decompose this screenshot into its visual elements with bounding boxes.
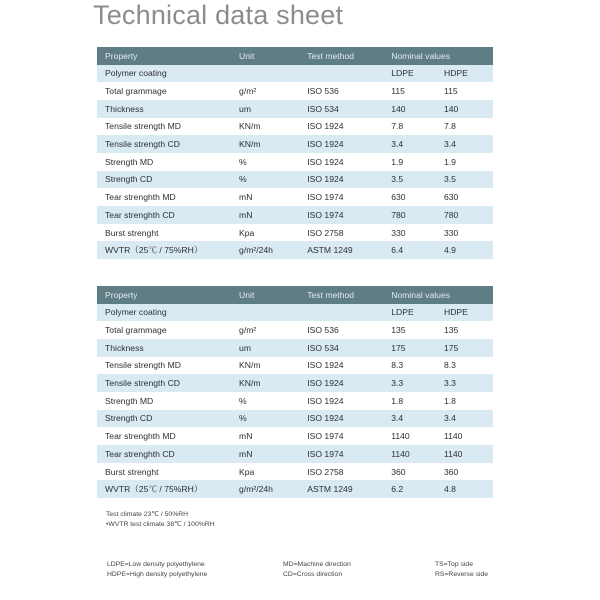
- cell-test-method: ISO 1924: [307, 118, 391, 136]
- table-row: [97, 82, 493, 100]
- table-row: [97, 135, 493, 153]
- table-row: [97, 480, 493, 498]
- header-property: Property: [97, 47, 239, 65]
- cell-property: Burst strenght: [97, 463, 239, 481]
- page-title: Technical data sheet: [93, 0, 344, 30]
- table-row: [97, 188, 493, 206]
- cell-hdpe: 140: [444, 100, 493, 118]
- cell-unit: um: [239, 339, 307, 357]
- cell-property: Strength MD: [97, 153, 239, 171]
- cell-unit: Kpa: [239, 224, 307, 242]
- cell-ldpe: 6.4: [391, 241, 444, 259]
- cell-property: Strength CD: [97, 410, 239, 428]
- table-row: [97, 65, 493, 83]
- cell-unit: mN: [239, 206, 307, 224]
- cell-hdpe: 7.8: [444, 118, 493, 136]
- cell-unit: %: [239, 171, 307, 189]
- cell-property: WVTR（25℃ / 75%RH）: [97, 241, 239, 259]
- cell-unit: g/m²: [239, 321, 307, 339]
- cell-hdpe: 3.3: [444, 374, 493, 392]
- cell-test-method: ISO 1924: [307, 153, 391, 171]
- cell-unit: g/m²/24h: [239, 480, 307, 498]
- cell-test-method: ISO 1924: [307, 171, 391, 189]
- table-row: [97, 445, 493, 463]
- cell-hdpe: 3.5: [444, 171, 493, 189]
- cell-ldpe: 3.5: [391, 171, 444, 189]
- cell-hdpe: 135: [444, 321, 493, 339]
- cell-property: Tensile strength MD: [97, 357, 239, 375]
- legend-ts: TS=Top side: [435, 561, 473, 568]
- note-wvtr-climate: •WVTR test climate 38℃ / 100%RH: [106, 521, 215, 528]
- cell-test-method: ISO 1924: [307, 392, 391, 410]
- cell-test-method: [307, 304, 391, 322]
- cell-unit: KN/m: [239, 357, 307, 375]
- table-header-row: [97, 286, 493, 304]
- table-row: [97, 206, 493, 224]
- cell-unit: %: [239, 153, 307, 171]
- cell-property: Thickness: [97, 339, 239, 357]
- table-row: [97, 153, 493, 171]
- cell-property: Tensile strength CD: [97, 374, 239, 392]
- cell-unit: mN: [239, 188, 307, 206]
- table-row: [97, 392, 493, 410]
- cell-test-method: ASTM 1249: [307, 480, 391, 498]
- cell-hdpe: HDPE: [444, 65, 493, 83]
- cell-property: Burst strenght: [97, 224, 239, 242]
- legend-md: MD=Machine direction: [283, 561, 351, 568]
- cell-test-method: ISO 1924: [307, 135, 391, 153]
- table-row: [97, 339, 493, 357]
- table-header-row: [97, 47, 493, 65]
- cell-hdpe: 780: [444, 206, 493, 224]
- cell-property: Tensile strength CD: [97, 135, 239, 153]
- cell-property: Polymer coating: [97, 65, 239, 83]
- cell-hdpe: 115: [444, 82, 493, 100]
- header-test-method: Test method: [307, 286, 391, 304]
- header-unit: Unit: [239, 47, 307, 65]
- cell-property: Strength MD: [97, 392, 239, 410]
- cell-unit: [239, 304, 307, 322]
- cell-test-method: ISO 2758: [307, 463, 391, 481]
- cell-ldpe: 1.9: [391, 153, 444, 171]
- cell-test-method: ISO 2758: [307, 224, 391, 242]
- cell-hdpe: 630: [444, 188, 493, 206]
- table-row: [97, 374, 493, 392]
- cell-property: WVTR（25℃ / 75%RH）: [97, 480, 239, 498]
- cell-unit: KN/m: [239, 135, 307, 153]
- cell-hdpe: HDPE: [444, 304, 493, 322]
- legend-cd: CD=Cross direction: [283, 571, 343, 578]
- cell-property: Total grammage: [97, 82, 239, 100]
- cell-property: Tear strenghth MD: [97, 188, 239, 206]
- cell-hdpe: 8.3: [444, 357, 493, 375]
- cell-unit: %: [239, 392, 307, 410]
- table-row: [97, 224, 493, 242]
- cell-ldpe: 140: [391, 100, 444, 118]
- cell-ldpe: 1140: [391, 427, 444, 445]
- cell-property: Polymer coating: [97, 304, 239, 322]
- table-row: [97, 100, 493, 118]
- cell-hdpe: 1140: [444, 427, 493, 445]
- cell-unit: mN: [239, 427, 307, 445]
- table-row: [97, 118, 493, 136]
- cell-ldpe: 175: [391, 339, 444, 357]
- cell-unit: mN: [239, 445, 307, 463]
- cell-ldpe: 8.3: [391, 357, 444, 375]
- cell-property: Tear strenghth CD: [97, 206, 239, 224]
- table-row: [97, 304, 493, 322]
- cell-test-method: ISO 1924: [307, 357, 391, 375]
- cell-ldpe: 6.2: [391, 480, 444, 498]
- cell-ldpe: 115: [391, 82, 444, 100]
- note-test-climate: Test climate 23℃ / 50%RH: [106, 511, 189, 518]
- technical-data-table-2: [97, 286, 493, 498]
- cell-unit: KN/m: [239, 118, 307, 136]
- cell-hdpe: 4.9: [444, 241, 493, 259]
- cell-ldpe: 360: [391, 463, 444, 481]
- table-row: [97, 427, 493, 445]
- cell-unit: um: [239, 100, 307, 118]
- cell-ldpe: 7.8: [391, 118, 444, 136]
- cell-test-method: [307, 65, 391, 83]
- cell-property: Strength CD: [97, 171, 239, 189]
- cell-hdpe: 1140: [444, 445, 493, 463]
- table-row: [97, 241, 493, 259]
- cell-test-method: ISO 534: [307, 339, 391, 357]
- cell-unit: %: [239, 410, 307, 428]
- cell-ldpe: LDPE: [391, 65, 444, 83]
- table-row: [97, 357, 493, 375]
- cell-test-method: ISO 1974: [307, 445, 391, 463]
- cell-ldpe: 135: [391, 321, 444, 339]
- cell-ldpe: 330: [391, 224, 444, 242]
- table-row: [97, 463, 493, 481]
- cell-property: Tear strenghth CD: [97, 445, 239, 463]
- cell-hdpe: 3.4: [444, 410, 493, 428]
- cell-ldpe: 3.4: [391, 135, 444, 153]
- cell-test-method: ISO 1924: [307, 374, 391, 392]
- cell-ldpe: 1140: [391, 445, 444, 463]
- cell-test-method: ASTM 1249: [307, 241, 391, 259]
- legend-rs: RS=Reverse side: [435, 571, 489, 578]
- cell-test-method: ISO 536: [307, 321, 391, 339]
- header-unit: Unit: [239, 286, 307, 304]
- header-test-method: Test method: [307, 47, 391, 65]
- cell-property: Thickness: [97, 100, 239, 118]
- cell-ldpe: LDPE: [391, 304, 444, 322]
- cell-ldpe: 3.3: [391, 374, 444, 392]
- cell-unit: [239, 65, 307, 83]
- cell-property: Tear strenghth MD: [97, 427, 239, 445]
- cell-unit: Kpa: [239, 463, 307, 481]
- cell-hdpe: 4.8: [444, 480, 493, 498]
- table-row: [97, 410, 493, 428]
- legend-hdpe: HDPE=High density polyethylene: [107, 571, 208, 578]
- cell-hdpe: 330: [444, 224, 493, 242]
- header-nominal-values: Nominal values: [391, 286, 493, 304]
- cell-ldpe: 630: [391, 188, 444, 206]
- header-nominal-values: Nominal values: [391, 47, 493, 65]
- cell-hdpe: 175: [444, 339, 493, 357]
- cell-hdpe: 360: [444, 463, 493, 481]
- technical-data-table-1: [97, 47, 493, 259]
- cell-unit: g/m²/24h: [239, 241, 307, 259]
- table-row: [97, 171, 493, 189]
- cell-hdpe: 1.9: [444, 153, 493, 171]
- cell-unit: g/m²: [239, 82, 307, 100]
- cell-test-method: ISO 534: [307, 100, 391, 118]
- cell-ldpe: 780: [391, 206, 444, 224]
- header-property: Property: [97, 286, 239, 304]
- cell-test-method: ISO 1974: [307, 206, 391, 224]
- table-row: [97, 321, 493, 339]
- cell-unit: KN/m: [239, 374, 307, 392]
- cell-hdpe: 3.4: [444, 135, 493, 153]
- cell-ldpe: 3.4: [391, 410, 444, 428]
- cell-test-method: ISO 1974: [307, 188, 391, 206]
- cell-property: Total grammage: [97, 321, 239, 339]
- cell-property: Tensile strength MD: [97, 118, 239, 136]
- legend-ldpe: LDPE=Low density polyethylene: [107, 561, 205, 568]
- cell-test-method: ISO 1974: [307, 427, 391, 445]
- cell-ldpe: 1.8: [391, 392, 444, 410]
- cell-test-method: ISO 1924: [307, 410, 391, 428]
- cell-test-method: ISO 536: [307, 82, 391, 100]
- cell-hdpe: 1.8: [444, 392, 493, 410]
